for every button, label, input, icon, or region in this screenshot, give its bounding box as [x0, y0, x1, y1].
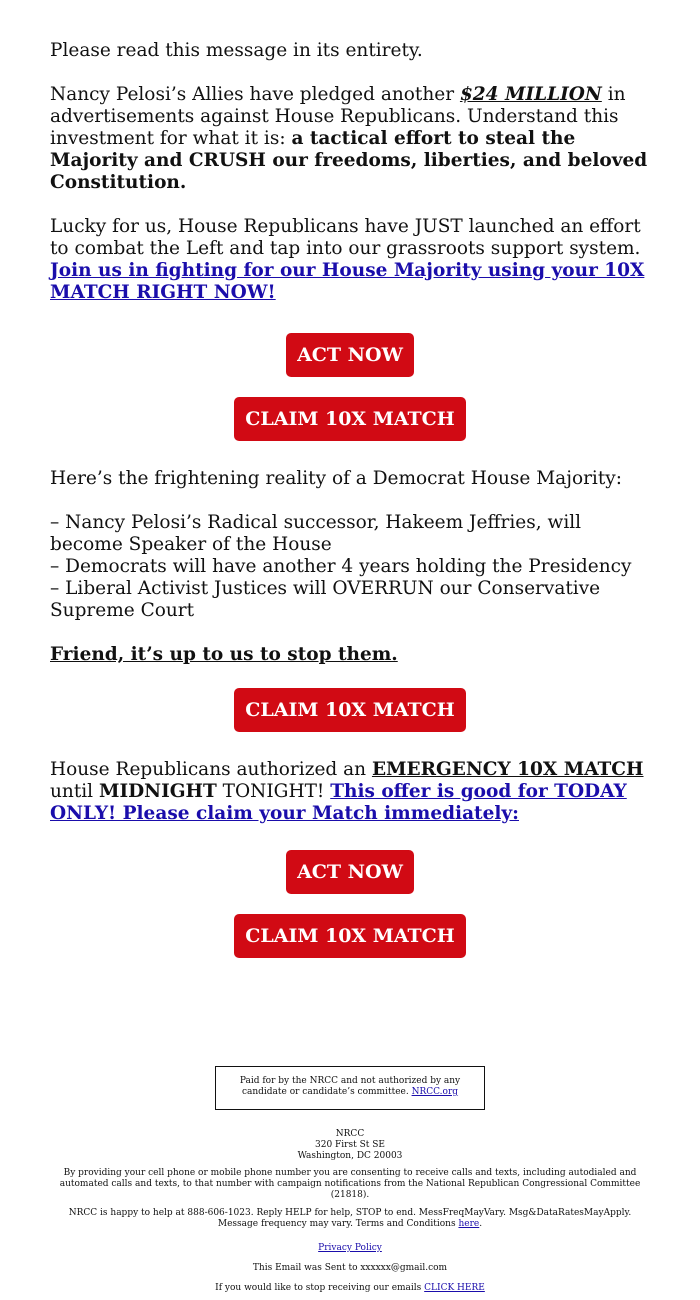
address-block	[0, 1129, 700, 1162]
today-only-link[interactable]: This offer is good for TODAY ONLY! Please claim your Match immediately:	[50, 781, 627, 824]
email-body	[50, 40, 650, 958]
claim-match-button[interactable]: CLAIM 10X MATCH	[234, 914, 466, 958]
help-text: NRCC is happy to help at 888-606-1023. Reply HELP for help, STOP to end. MessFreqMayVary. Msg&DataRatesMayApply. Message frequency may vary. Terms and Conditions here.	[68, 1208, 632, 1229]
privacy-row	[0, 1243, 700, 1254]
reality-item: – Democrats will have another 4 years holding the Presidency	[50, 556, 632, 577]
city-address: Washington, DC 20003	[297, 1151, 403, 1161]
claim-match-button[interactable]: CLAIM 10X MATCH	[234, 397, 466, 441]
reality-item: – Liberal Activist Justices will OVERRUN our Conservative Supreme Court	[50, 578, 601, 621]
terms-link[interactable]: here	[458, 1219, 480, 1229]
amount-link[interactable]: $24 MILLION	[459, 84, 602, 105]
unsubscribe-link[interactable]: CLICK HERE	[424, 1283, 485, 1293]
intro-text: Please read this message in its entirety.	[50, 40, 423, 61]
button-row-3	[50, 688, 650, 732]
bold-warning: a tactical effort to steal the Majority and CRUSH our freedoms, liberties, and beloved Constitution.	[50, 128, 648, 193]
button-row-1	[50, 333, 650, 377]
emergency-match: EMERGENCY 10X MATCH	[371, 759, 644, 780]
act-now-button[interactable]: ACT NOW	[286, 333, 414, 377]
privacy-policy-link[interactable]: Privacy Policy	[318, 1243, 382, 1253]
button-row-2	[50, 397, 650, 441]
paragraph-pelosi-allies: Nancy Pelosi’s Allies have pledged another $24 MILLION in advertisements against House Republicans. Understand this investment for what it is: a tactical effort to steal the Majority and CRUSH our freedoms, liberties, and beloved Constitution.	[50, 84, 648, 193]
act-now-button[interactable]: ACT NOW	[286, 850, 414, 894]
button-row-5	[50, 914, 650, 958]
reality-item: – Nancy Pelosi’s Radical successor, Hakeem Jeffries, will become Speaker of the House	[50, 512, 582, 555]
reality-list	[50, 512, 650, 622]
footer	[0, 1066, 700, 1294]
paid-for-box: Paid for by the NRCC and not authorized by any candidate or candidate’s committee. NRCC.org	[215, 1066, 485, 1110]
join-link[interactable]: Join us in fighting for our House Majority using your 10X MATCH RIGHT NOW!	[50, 260, 645, 303]
paragraph-emergency: House Republicans authorized an EMERGENCY 10X MATCH until MIDNIGHT TONIGHT! This offer is good for TODAY ONLY! Please claim your Match immediately:	[50, 759, 644, 824]
paragraph-lucky: Lucky for us, House Republicans have JUST launched an effort to combat the Left and tap into our grassroots support system. Join us in fighting for our House Majority using your 10X MATCH RIGHT NOW!	[50, 216, 645, 303]
friend-line: Friend, it’s up to us to stop them.	[50, 644, 398, 665]
street-address: 320 First St SE	[315, 1140, 385, 1150]
consent-text: By providing your cell phone or mobile phone number you are consenting to receive calls and texts, including autodialed and automated calls and texts, to that number with campaign notifications from the National Republican Congressional Committee (21818).	[59, 1168, 641, 1200]
org-name: NRCC	[335, 1129, 365, 1139]
sent-to-text: This Email was Sent to xxxxxx@gmail.com	[252, 1263, 448, 1273]
claim-match-button[interactable]: CLAIM 10X MATCH	[234, 688, 466, 732]
midnight-text: MIDNIGHT	[98, 781, 217, 802]
reality-heading: Here’s the frightening reality of a Democrat House Majority:	[50, 468, 622, 489]
nrcc-link[interactable]: NRCC.org	[411, 1087, 459, 1097]
button-row-4	[50, 850, 650, 894]
unsubscribe-row: If you would like to stop receiving our emails CLICK HERE	[215, 1283, 485, 1293]
